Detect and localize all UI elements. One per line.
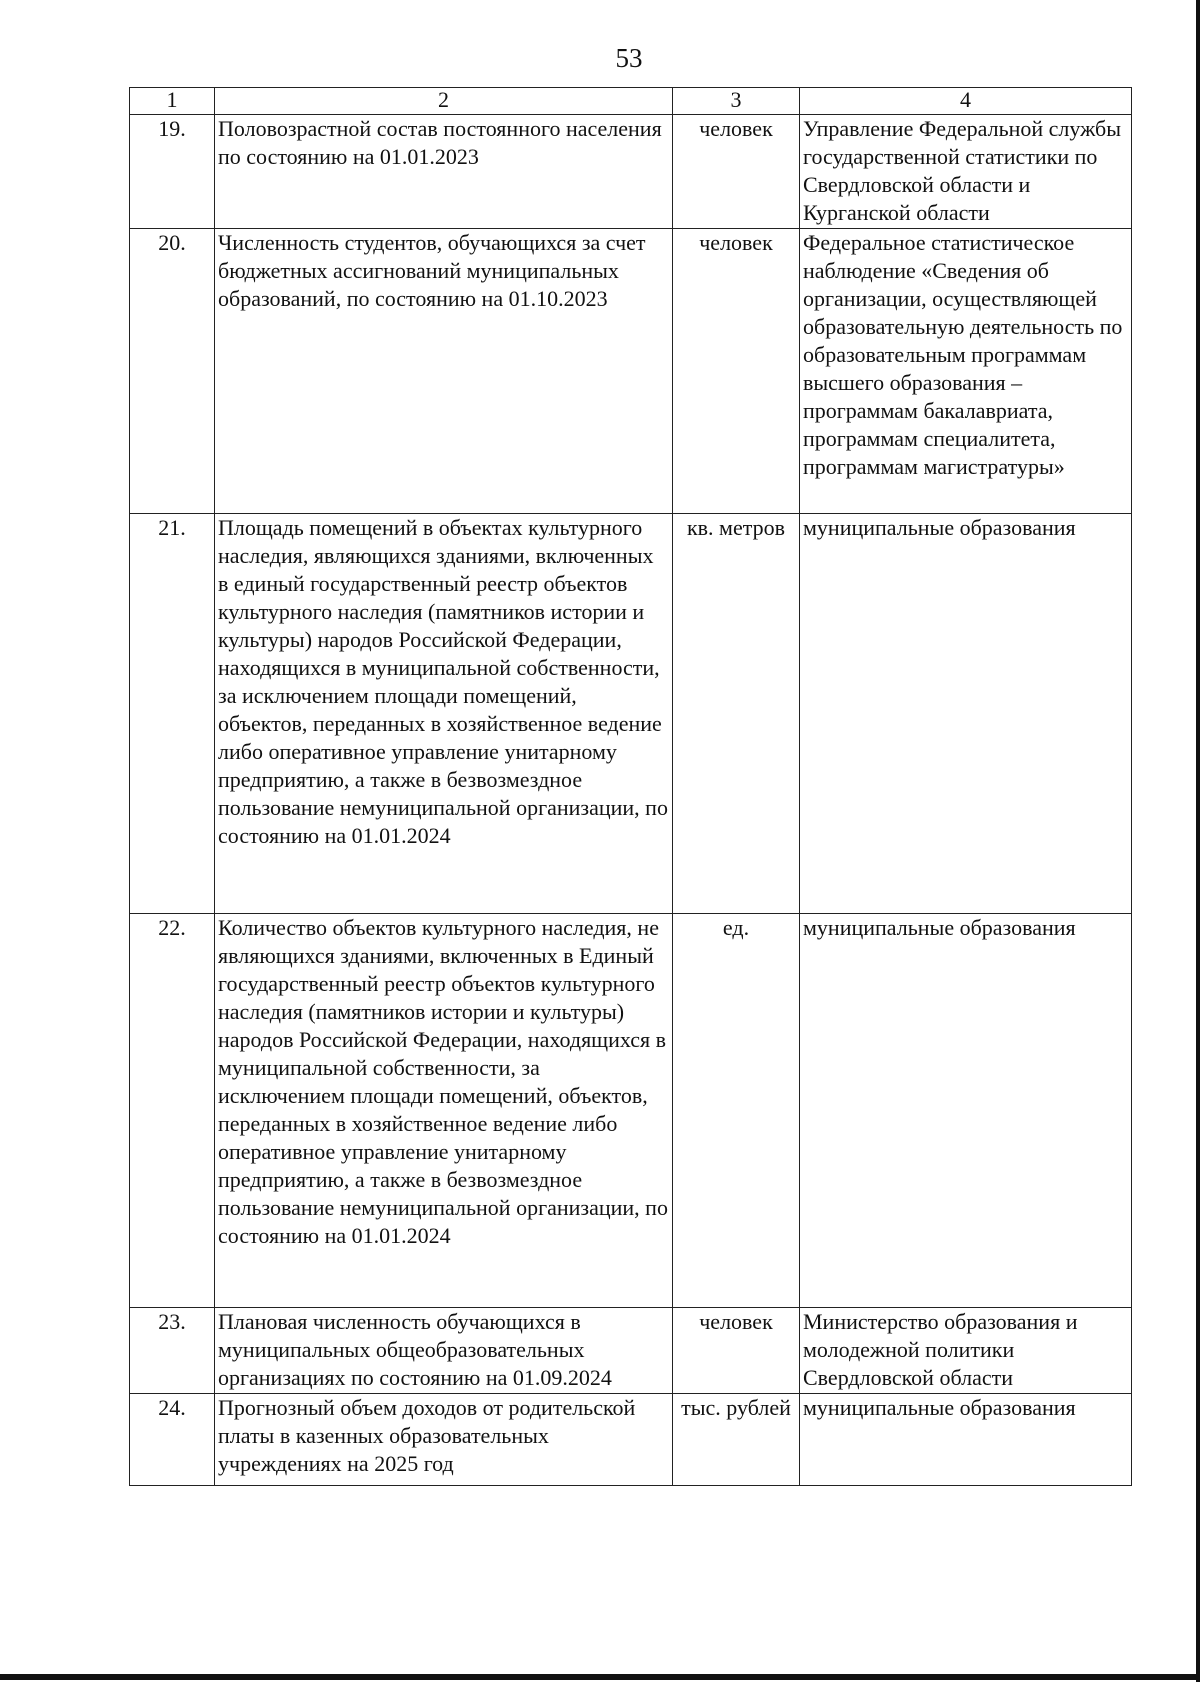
column-header: 2 [215,88,673,115]
row-source: муниципальные образования [800,1394,1132,1486]
row-description: Численность студентов, обучающихся за счет бюджетных ассигнований муниципальных образований, по состоянию на 01.10.2023 [215,229,673,514]
row-description: Половозрастной состав постоянного населения по состоянию на 01.01.2023 [215,115,673,229]
table-row [130,229,1132,514]
row-description: Прогнозный объем доходов от родительской платы в казенных образовательных учреждениях на 2025 год [215,1394,673,1486]
row-unit: человек [673,1308,800,1394]
scan-edge-bottom [0,1674,1200,1680]
row-description: Плановая численность обучающихся в муниципальных общеобразовательных организациях по состоянию на 01.09.2024 [215,1308,673,1394]
row-source: муниципальные образования [800,914,1132,1308]
row-number: 22. [130,914,215,1308]
row-description: Количество объектов культурного наследия, не являющихся зданиями, включенных в Единый государственный реестр объектов культурного наследия (памятников истории и культуры) народов Российской Федерации, находящихся в муниципальной собственности, за исключением площади помещений, объектов, переданных в хозяйственное ведение либо оперативное управление унитарному предприятию, а также в безвозмездное пользование немуниципальной организации, по состоянию на 01.01.2024 [215,914,673,1308]
table-row [130,914,1132,1308]
row-number: 23. [130,1308,215,1394]
table-row [130,115,1132,229]
page-number: 53 [615,43,643,73]
row-source: муниципальные образования [800,514,1132,914]
row-unit: кв. метров [673,514,800,914]
table-row [130,514,1132,914]
row-source: Федеральное статистическое наблюдение «Сведения об организации, осуществляющей образовательную деятельность по образовательным программам высшего образования – программам бакалавриата, программам специалитета, программам магистратуры» [800,229,1132,514]
table-header-row [130,88,1132,115]
row-unit: ед. [673,914,800,1308]
row-number: 21. [130,514,215,914]
column-header: 1 [130,88,215,115]
row-description: Площадь помещений в объектах культурного наследия, являющихся зданиями, включенных в единый государственный реестр объектов культурного наследия (памятников истории и культуры) народов Российской Федерации, находящихся в муниципальной собственности, за исключением площади помещений, объектов, переданных в хозяйственное ведение либо оперативное управление унитарному предприятию, а также в безвозмездное пользование немуниципальной организации, по состоянию на 01.01.2024 [215,514,673,914]
row-unit: человек [673,229,800,514]
table-row [130,1394,1132,1486]
row-number: 24. [130,1394,215,1486]
row-unit: тыс. рублей [673,1394,800,1486]
table-row [130,1308,1132,1394]
row-unit: человек [673,115,800,229]
column-header: 4 [800,88,1132,115]
row-number: 20. [130,229,215,514]
scan-edge-right [1196,0,1200,1682]
row-source: Министерство образования и молодежной политики Свердловской области [800,1308,1132,1394]
row-source: Управление Федеральной службы государственной статистики по Свердловской области и Курганской области [800,115,1132,229]
data-table [129,87,1132,1486]
column-header: 3 [673,88,800,115]
row-number: 19. [130,115,215,229]
